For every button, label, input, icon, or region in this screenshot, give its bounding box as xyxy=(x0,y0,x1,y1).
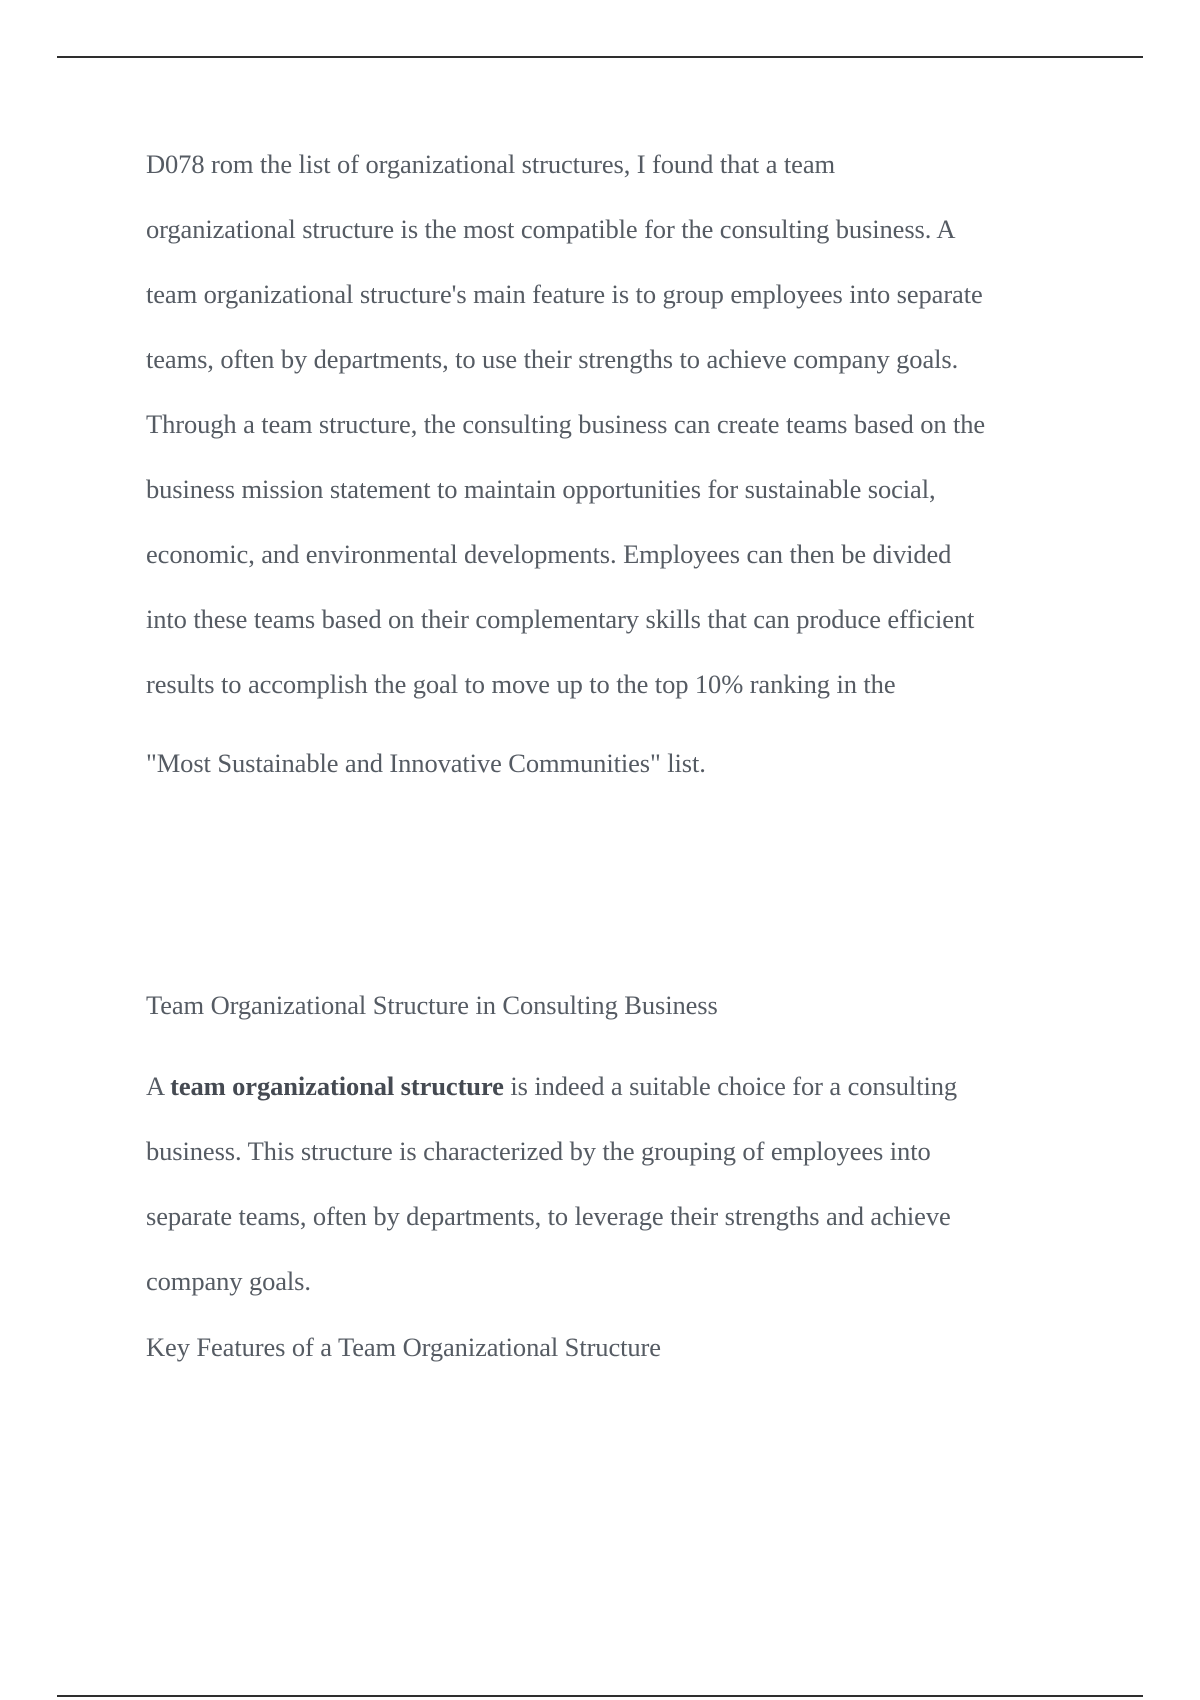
paragraph-2-suffix: is indeed a suitable choice for a consulting xyxy=(503,1071,958,1101)
footer-rule xyxy=(57,1695,1143,1697)
paragraph-2-line: company goals. xyxy=(146,1266,311,1296)
paragraph-1-line: teams, often by departments, to use their strengths to achieve company goals. xyxy=(146,344,959,374)
paragraph-2-line: business. This structure is characterized by the grouping of employees into xyxy=(146,1136,931,1166)
paragraph-2-prefix: A xyxy=(146,1071,171,1101)
bold-term: team organizational structure xyxy=(170,1071,504,1101)
paragraph-1-line: organizational structure is the most compatible for the consulting business. A xyxy=(146,214,956,244)
header-rule xyxy=(57,56,1143,58)
paragraph-1-line: D078 rom the list of organizational structures, I found that a team xyxy=(146,149,835,179)
paragraph-2-line: separate teams, often by departments, to leverage their strengths and achieve xyxy=(146,1201,951,1231)
subheading: Key Features of a Team Organizational Structure xyxy=(146,1332,661,1362)
paragraph-1-line: into these teams based on their complementary skills that can produce efficient xyxy=(146,604,975,634)
paragraph-1-line: team organizational structure's main feature is to group employees into separate xyxy=(146,279,983,309)
paragraph-1-line: Through a team structure, the consulting business can create teams based on the xyxy=(146,409,986,439)
paragraph-1-line: "Most Sustainable and Innovative Communities" list. xyxy=(146,748,706,778)
paragraph-1-line: results to accomplish the goal to move up to the top 10% ranking in the xyxy=(146,669,896,699)
section-heading: Team Organizational Structure in Consulting Business xyxy=(146,990,718,1020)
paragraph-2-line xyxy=(146,1071,957,1101)
paragraph-1-line: economic, and environmental developments. Employees can then be divided xyxy=(146,539,952,569)
paragraph-1-line: business mission statement to maintain opportunities for sustainable social, xyxy=(146,474,936,504)
